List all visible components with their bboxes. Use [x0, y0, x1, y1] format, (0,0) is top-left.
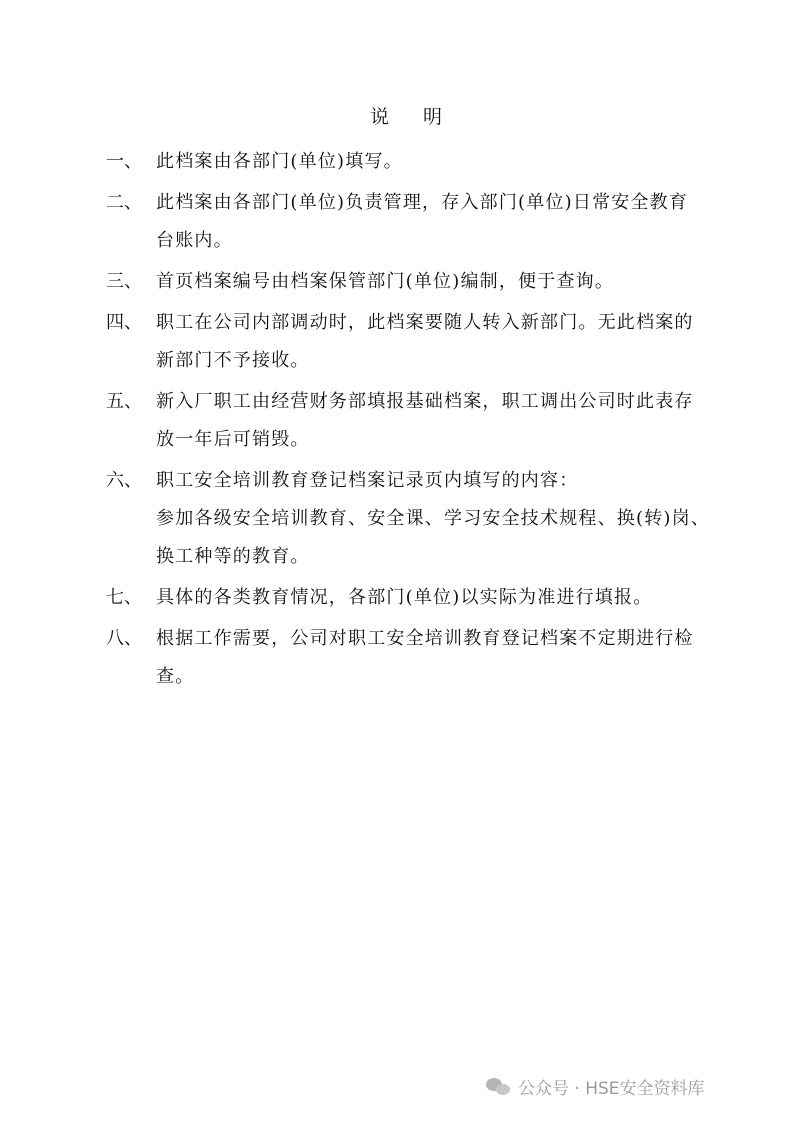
item-text: [156, 143, 726, 181]
item-text: [156, 304, 726, 380]
list-item: [106, 143, 726, 181]
item-line: 放一年后可销毁。: [156, 429, 310, 450]
item-number: 八、: [106, 628, 142, 649]
item-text: [156, 620, 726, 696]
list-item: [106, 184, 726, 260]
wechat-icon: [486, 1076, 512, 1098]
watermark: [486, 1074, 705, 1099]
item-line: 具体的各类教育情况，各部门(单位)以实际为准进行填报。: [156, 587, 653, 608]
item-number: 二、: [106, 192, 142, 213]
item-text: [156, 579, 726, 617]
item-text: [156, 462, 726, 576]
list-item: [106, 620, 726, 696]
item-text: [156, 383, 726, 459]
page-title: 说 明: [369, 106, 457, 128]
item-line: 新部门不予接收。: [156, 350, 310, 371]
item-line: 职工在公司内部调动时，此档案要随人转入新部门。无此档案的: [156, 312, 694, 333]
list-item: [106, 462, 726, 576]
item-number: 一、: [106, 151, 142, 172]
list-item: [106, 304, 726, 380]
item-number: 六、: [106, 470, 142, 491]
item-text: [156, 263, 726, 301]
item-line: 此档案由各部门(单位)负责管理，存入部门(单位)日常安全教育: [156, 192, 689, 213]
item-number: 三、: [106, 271, 142, 292]
watermark-text: 公众号 · HSE安全资料库: [518, 1079, 705, 1099]
item-number: 四、: [106, 312, 142, 333]
list-item: [106, 383, 726, 459]
item-number: 五、: [106, 391, 142, 412]
item-number: 七、: [106, 587, 142, 608]
item-line: 参加各级安全培训教育、安全课、学习安全技术规程、换(转)岗、: [156, 508, 711, 529]
list-item: [106, 263, 726, 301]
list-item: [106, 579, 726, 617]
item-line: 换工种等的教育。: [156, 546, 310, 567]
item-text: [156, 184, 726, 260]
instruction-list: [106, 143, 726, 699]
item-line: 职工安全培训教育登记档案记录页内填写的内容：: [156, 470, 579, 491]
item-line: 此档案由各部门(单位)填写。: [156, 151, 403, 172]
item-line: 查。: [156, 666, 195, 687]
item-line: 台账内。: [156, 230, 233, 251]
item-line: 首页档案编号由档案保管部门(单位)编制，便于查询。: [156, 271, 615, 292]
item-line: 根据工作需要，公司对职工安全培训教育登记档案不定期进行检: [156, 628, 694, 649]
item-line: 新入厂职工由经营财务部填报基础档案，职工调出公司时此表存: [156, 391, 694, 412]
